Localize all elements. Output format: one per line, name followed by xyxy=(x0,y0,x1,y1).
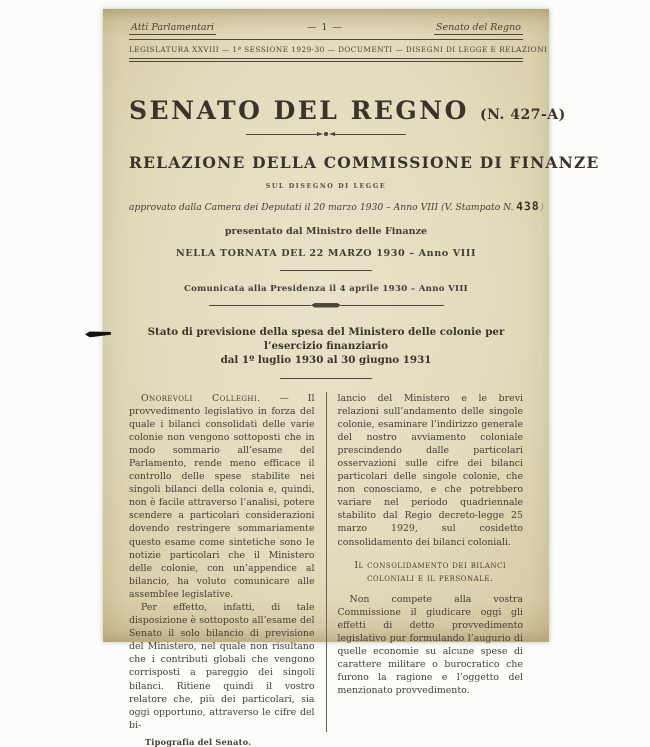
paragraph xyxy=(129,392,315,602)
body-columns xyxy=(129,392,523,732)
salutation: Onorevoli Colleghi. xyxy=(141,392,261,404)
approval-text: approvato dalla Camera dei Deputati il 20 marzo 1930 – Anno VIII (V. Stampato N. xyxy=(129,202,517,213)
left-column xyxy=(129,392,326,732)
paragraph: lancio del Ministero e le brevi relazioni sull’andamento delle singole colonie, esaminare l’indirizzo generale del nostro avviamento coloniale prescindendo dalle particolari osservazioni sulle cifre dei bilanci particolari delle singole colonie, che non conosciamo, e che potrebbero variare nel periodo quadriennale stabilito dal Regio decreto-legge 25 marzo 1929, sul cosidetto consolidamento dei bilanci coloniali. xyxy=(337,392,523,548)
sitting-line: NELLA TORNATA DEL 22 MARZO 1930 – Anno VIII xyxy=(175,248,477,259)
short-rule-2 xyxy=(280,378,372,379)
section-heading: Il consolidamento dei bilanci coloniali e il personale. xyxy=(354,559,507,584)
running-head xyxy=(129,22,523,40)
running-head-right: Senato del Regno xyxy=(436,22,521,33)
approval-close: ) xyxy=(540,202,544,213)
session-line: LEGISLATURA XXVIII — 1ª SESSIONE 1929-30 — DOCUMENTI — DISEGNI DI LEGGE E RELAZIONI xyxy=(129,44,548,54)
chamber-title: SENATO DEL REGNO xyxy=(129,96,469,125)
ink-mark-artifact xyxy=(85,330,111,337)
approval-line xyxy=(129,198,544,214)
subject-heading xyxy=(129,325,523,367)
short-rule xyxy=(280,270,372,271)
printer-imprint: Tipografia del Senato. xyxy=(145,736,252,747)
communicated-line: Comunicata alla Presidenza il 4 aprile 1930 – Anno VIII xyxy=(183,284,469,294)
arrow-divider xyxy=(246,132,406,136)
paragraph-text: — Il provvedimento legislativo in forza del quale i bilanci consolidati delle varie colonie non vengono sottoposti che in modo sommario all’esame del Parlamento, rende meno efficace il controllo delle spese stabilite nei singoli bilanci della colonia e, quindi, non è facile attraverso l’analisi, potere scendere a particolari considerazioni dovendo restringere sommariamente questo esame come sintetiche sono le notizie particolari che il Ministero delle colonie, con un’appendice al bilancio, ha voluto comunicare alle assemblee legislative. xyxy=(129,392,315,600)
subject-line-1: Stato di previsione della spesa del Ministero delle colonie per l’esercizio finanziario xyxy=(147,325,505,352)
report-subtitle: SUL DISEGNO DI LEGGE xyxy=(265,183,387,190)
double-rule xyxy=(129,58,523,63)
paragraph: Non compete alla vostra Commissione il giudicare oggi gli effetti di detto provvedimento legislativo pur formulando l’augurio di quelle economie su alcune spese di carattere militare o burocratico che furono la ragione e l’oggetto del menzionato provvedimento. xyxy=(337,593,523,697)
stamped-number: 438 xyxy=(516,198,541,214)
diamond-divider xyxy=(209,303,444,308)
subject-line-2: dal 1º luglio 1930 al 30 giugno 1931 xyxy=(220,353,432,366)
paragraph: Per effetto, infatti, di tale disposizione è sottoposto all’esame del Senato il solo bilancio di previsione del Ministero, nel quale non risultano che i contributi globali che vengono corrisposti a pareggio dei singoli bilanci. Ritiene quindi il vostro relatore che, più dei particolari, sia oggi opportuno, attraverso le cifre del bi- xyxy=(129,602,315,731)
document-number: (N. 427-A) xyxy=(480,107,566,123)
report-title: RELAZIONE DELLA COMMISSIONE DI FINANZE xyxy=(129,153,600,172)
right-column xyxy=(326,392,524,732)
document-page xyxy=(103,9,600,747)
page-number: — 1 — xyxy=(307,22,344,33)
running-head-left: Atti Parlamentari xyxy=(131,22,215,33)
presented-line: presentato dal Ministro delle Finanze xyxy=(224,226,428,237)
masthead xyxy=(129,96,566,125)
